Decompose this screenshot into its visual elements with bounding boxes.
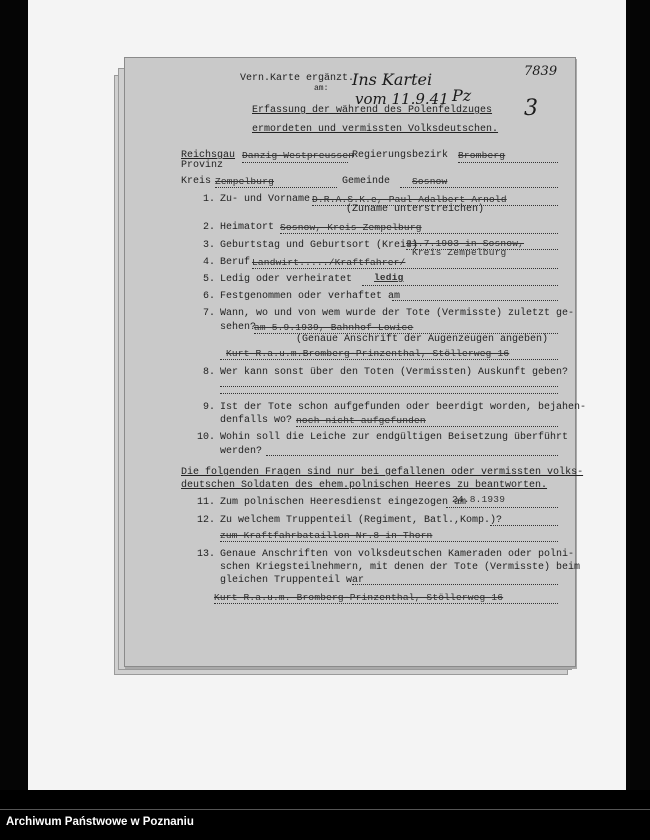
item-1-number: 1.: [203, 194, 216, 205]
form-title-line1: Erfassung der während des Polenfeldzuges: [252, 105, 493, 116]
dotted-line: [252, 268, 558, 269]
item-5-label: Ledig oder verheiratet: [220, 274, 353, 285]
item-11-value: 24.8.1939: [452, 494, 506, 505]
dotted-line: [266, 455, 558, 456]
dotted-line: [220, 359, 558, 360]
item-13-label-line2: schen Kriegsteilnehmern, mit denen der Tote (Vermisste) beim: [220, 562, 581, 573]
typed-prefix-sub: am:: [314, 84, 329, 93]
archive-label: Archiwum Państwowe w Poznaniu: [6, 816, 194, 828]
item-12-number: 12.: [197, 515, 216, 526]
item-4-value: Landwirt...../Kraftfahrer/: [252, 257, 406, 268]
reichsgau-value: Danzig-Westpreussen: [242, 150, 355, 161]
provinz-label: Provinz: [181, 160, 224, 171]
reichsgau-label: Reichsgau: [181, 150, 236, 161]
handwritten-note: Ins Kartei: [352, 70, 433, 89]
regbez-label: Regierungsbezirk: [352, 150, 449, 161]
item-1-hint: (Zuname unterstreichen): [346, 204, 485, 215]
item-9-number: 9.: [203, 402, 216, 413]
item-4-label: Beruf: [220, 257, 251, 268]
dotted-line: [458, 162, 558, 163]
item-10-label-line2: werden?: [220, 446, 263, 457]
archive-footer: [0, 790, 650, 840]
typed-prefix: Vern.Karte ergänzt.: [240, 73, 355, 84]
dotted-line: [490, 525, 558, 526]
item-11-label: Zum polnischen Heeresdienst eingezogen am: [220, 497, 467, 508]
dotted-line: [446, 507, 558, 508]
item-9-label-line2: denfalls wo?: [220, 415, 293, 426]
item-9-value: noch nicht aufgefunden: [296, 415, 426, 426]
item-7-witness-value: Kurt R.a.u.m.Bromberg-Prinzenthal, Stöllerweg 16: [226, 348, 510, 359]
item-7-value: am 5.9.1939, Bahnhof Lowice: [254, 322, 414, 333]
film-edge-left: [0, 0, 28, 790]
handwritten-initials: Pz: [452, 86, 472, 105]
soldiers-intro-line2: deutschen Soldaten des ehem.polnischen Heeres zu beantworten.: [181, 480, 548, 491]
dotted-line: [220, 393, 558, 394]
item-10-number: 10.: [197, 432, 216, 443]
item-7-hint: (Genaue Anschrift der Augenzeugen angeben): [296, 334, 549, 345]
dotted-line: [362, 285, 558, 286]
dotted-line: [392, 300, 558, 301]
gemeinde-label: Gemeinde: [342, 176, 391, 187]
item-5-number: 5.: [203, 274, 216, 285]
item-8-label: Wer kann sonst über den Toten (Vermissten) Auskunft geben?: [220, 367, 569, 378]
item-3-value-line2: Kreis Zempelburg: [412, 247, 507, 258]
item-2-number: 2.: [203, 222, 216, 233]
dotted-line: [406, 249, 558, 250]
handwritten-bracket-mark: 3: [524, 96, 538, 121]
item-5-value: ledig: [374, 272, 404, 283]
footer-divider: [0, 809, 650, 810]
dotted-line: [296, 426, 558, 427]
item-2-value: Sosnow, Kreis Zempelburg: [280, 222, 422, 233]
dotted-line: [352, 584, 558, 585]
regbez-value: Bromberg: [458, 150, 506, 161]
dotted-line: [280, 233, 558, 234]
film-edge-right: [626, 0, 650, 790]
soldiers-intro-line1: Die folgenden Fragen sind nur bei gefallenen oder vermissten volks-: [181, 467, 584, 478]
kreis-value: Zempelburg: [215, 176, 275, 187]
item-12-label: Zu welchem Truppenteil (Regiment, Batl.,Komp.)?: [220, 515, 503, 526]
dotted-line: [220, 541, 558, 542]
item-1-label: Zu- und Vorname: [220, 194, 311, 205]
dotted-line: [220, 386, 558, 387]
item-6-label: Festgenommen oder verhaftet am: [220, 291, 401, 302]
item-13-value: Kurt R.a.u.m. Bromberg-Prinzenthal, Stöllerweg 16: [214, 592, 504, 603]
dotted-line: [214, 603, 558, 604]
item-9-label: Ist der Tote schon aufgefunden oder beerdigt worden, bejahen-: [220, 402, 587, 413]
kreis-label: Kreis: [181, 176, 212, 187]
handwritten-date: vom 11.9.41: [355, 90, 449, 108]
item-3-label: Geburtstag und Geburtsort (Kreis): [220, 240, 419, 251]
gemeinde-value: Sosnow: [412, 176, 448, 187]
item-11-number: 11.: [197, 497, 216, 508]
handwritten-file-number: 7839: [524, 64, 558, 79]
item-7-label: Wann, wo und von wem wurde der Tote (Vermisste) zuletzt ge-: [220, 308, 575, 319]
item-10-label: Wohin soll die Leiche zur endgültigen Beisetzung überführt: [220, 432, 569, 443]
item-13-label-line1: Genaue Anschriften von volksdeutschen Kameraden oder polni-: [220, 549, 575, 560]
item-1-value: D.R.A.S.K.e, Paul Adalbert Arnold: [312, 194, 507, 205]
item-4-number: 4.: [203, 257, 216, 268]
dotted-line: [242, 162, 348, 163]
item-3-number: 3.: [203, 240, 216, 251]
item-2-label: Heimatort: [220, 222, 275, 233]
item-8-number: 8.: [203, 367, 216, 378]
item-13-number: 13.: [197, 549, 216, 560]
dotted-line: [400, 187, 558, 188]
item-6-number: 6.: [203, 291, 216, 302]
item-13-label-line3: gleichen Truppenteil war: [220, 575, 365, 586]
dotted-line: [215, 187, 337, 188]
form-title-line2: ermordeten und vermissten Volksdeutschen.: [252, 124, 499, 135]
item-3-value: 21.7.1903 in Sosnow,: [406, 238, 525, 249]
item-12-value: zum Kraftfahrbataillon Nr.8 in Thorn: [220, 530, 433, 541]
item-7-label-line2: sehen?: [220, 322, 257, 333]
item-7-number: 7.: [203, 308, 216, 319]
